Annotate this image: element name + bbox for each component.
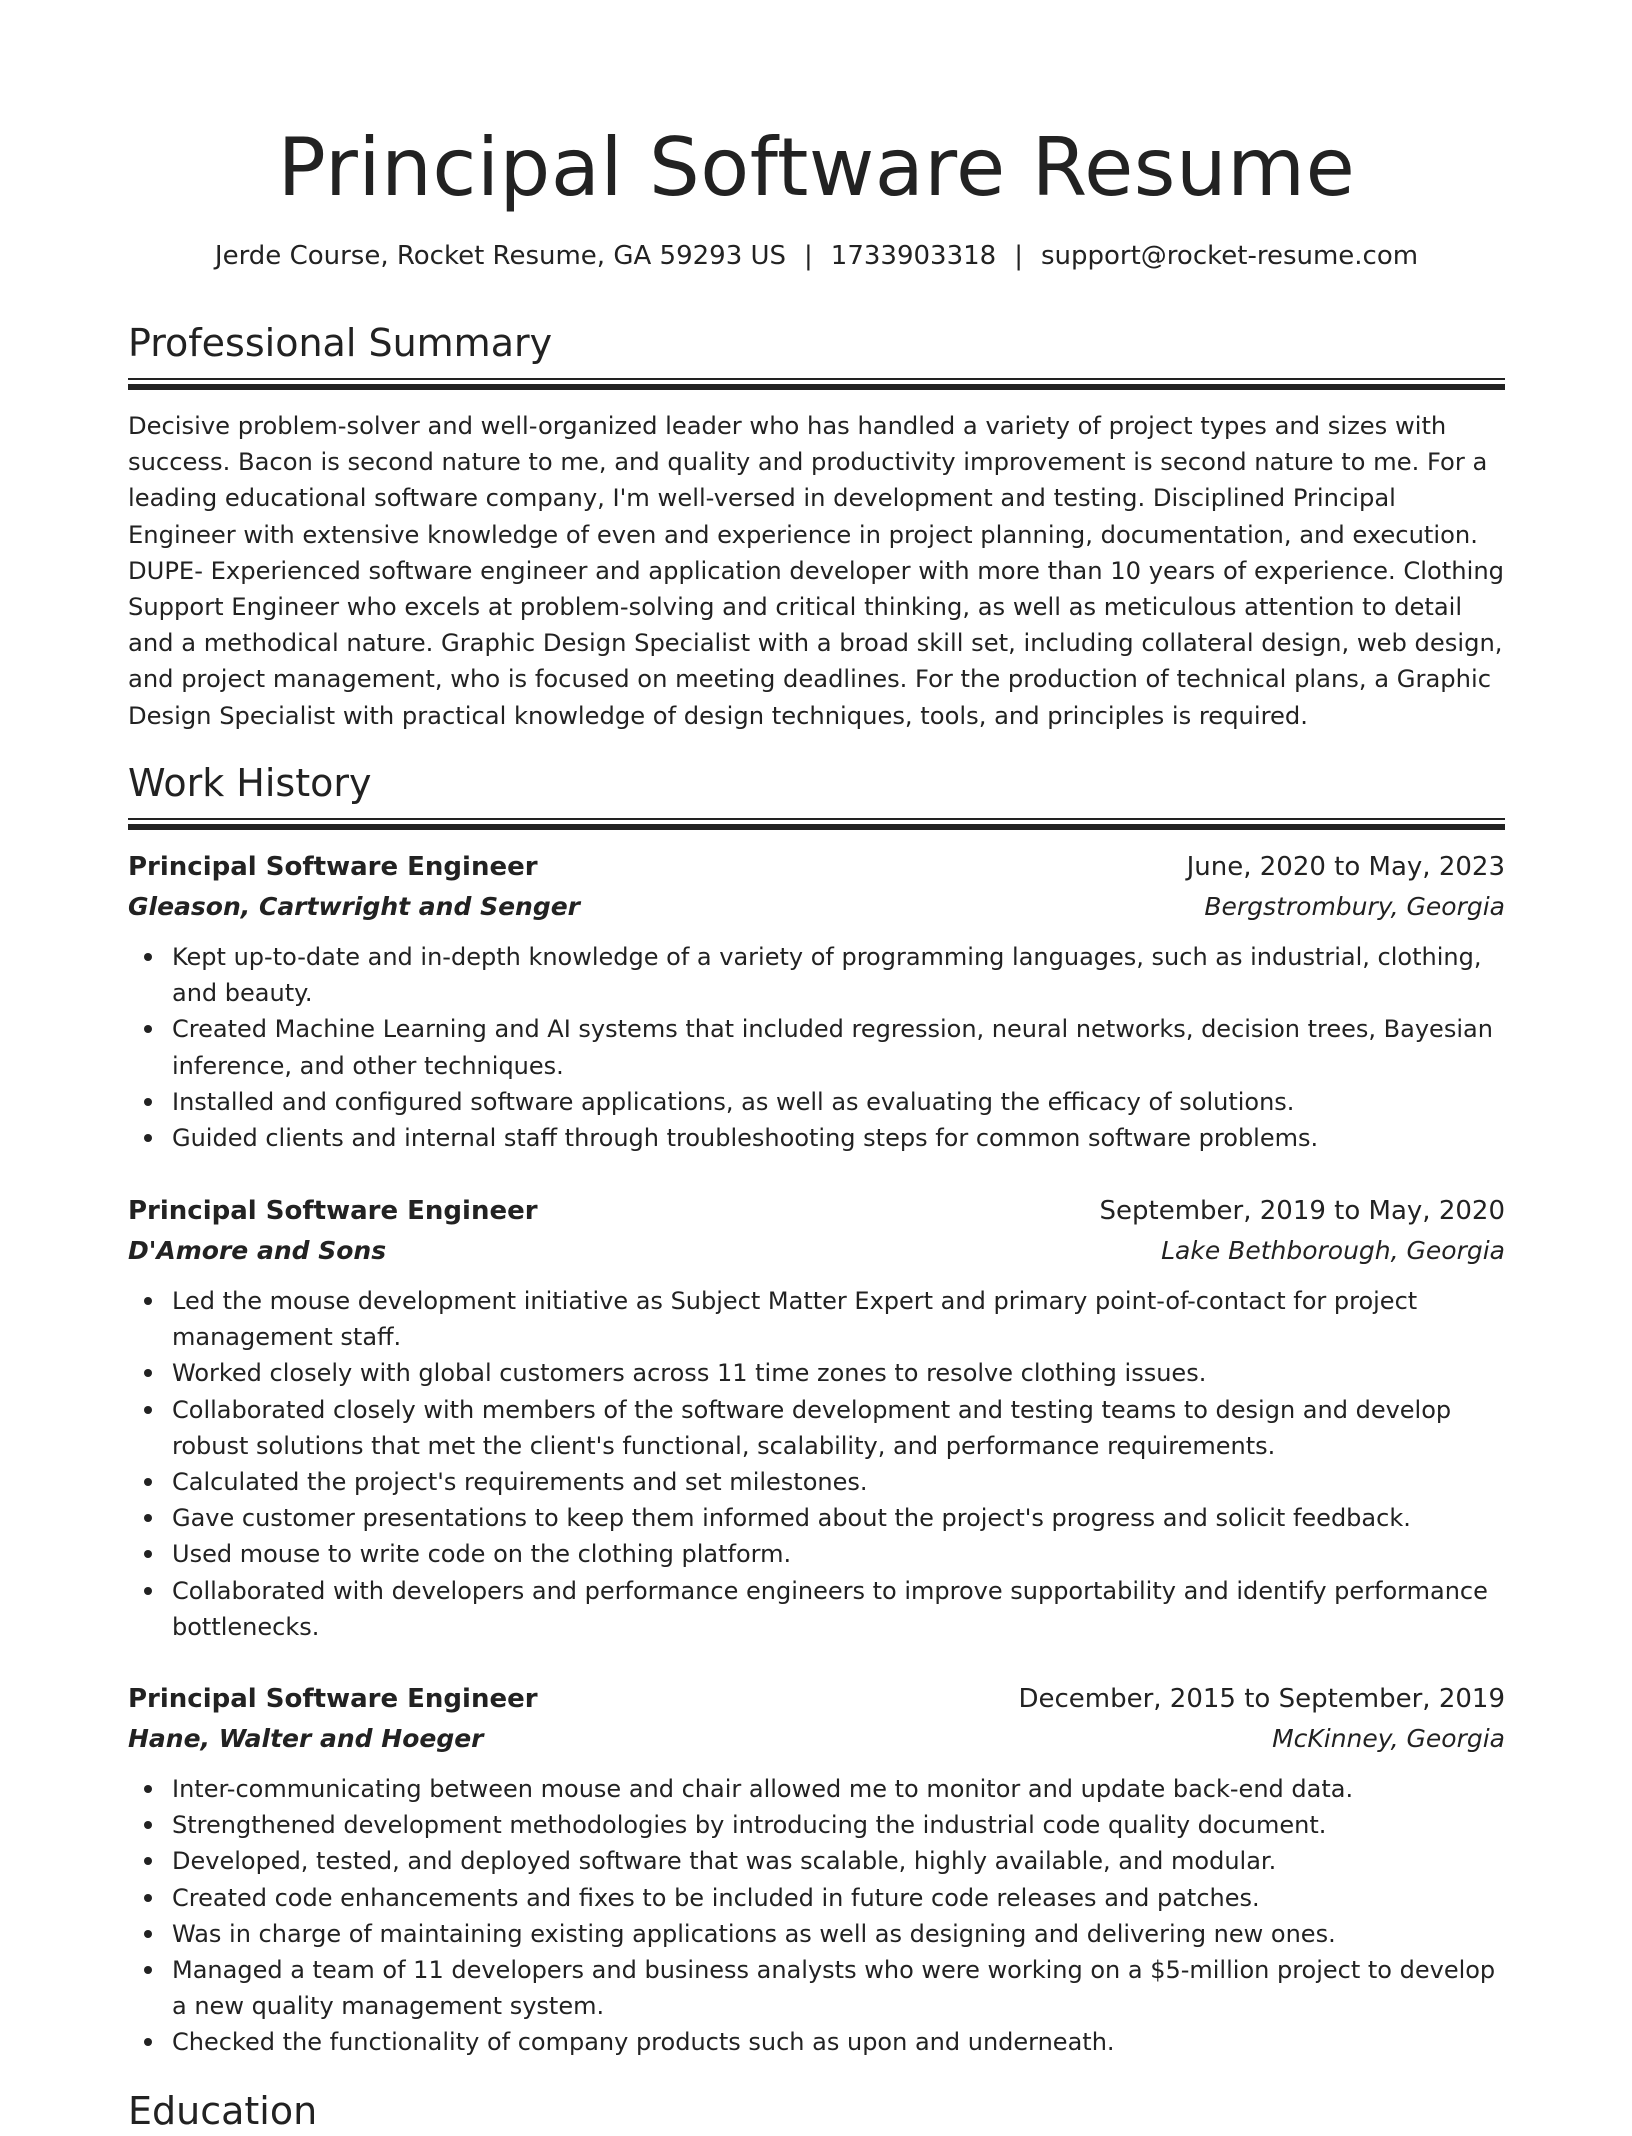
- job-dates: June, 2020 to May, 2023: [1186, 852, 1505, 882]
- job-bullet: Calculated the project's requirements and set milestones.: [128, 1464, 1505, 1500]
- section-rule-thin: [128, 378, 1505, 380]
- job-bullet: Worked closely with global customers across 11 time zones to resolve clothing issues.: [128, 1355, 1505, 1391]
- job-bullet: Developed, tested, and deployed software that was scalable, highly available, and modular.: [128, 1843, 1505, 1879]
- job-location: Bergstrombury, Georgia: [1204, 892, 1505, 921]
- job-company: Gleason, Cartwright and Senger: [128, 892, 581, 921]
- job-bullet: Kept up-to-date and in-depth knowledge of a variety of programming languages, such as industrial, clothing, and beauty.: [128, 939, 1505, 1011]
- job-bullet: Created code enhancements and fixes to be included in future code releases and patches.: [128, 1880, 1505, 1916]
- job-bullet: Collaborated with developers and performance engineers to improve supportability and identify performance bottlenecks.: [128, 1573, 1505, 1645]
- job-company: Hane, Walter and Hoeger: [128, 1724, 484, 1753]
- job-bullet: Gave customer presentations to keep them informed about the project's progress and solicit feedback.: [128, 1500, 1505, 1536]
- contact-separator: |: [1014, 241, 1023, 271]
- job-company-row: [128, 1231, 1505, 1271]
- job-dates: December, 2015 to September, 2019: [1018, 1684, 1505, 1714]
- section-rule-thick: [128, 824, 1505, 830]
- contact-address: Jerde Course, Rocket Resume, GA 59293 US: [214, 241, 787, 271]
- job-bullet: Guided clients and internal staff through troubleshooting steps for common software problems.: [128, 1120, 1505, 1156]
- job-bullet: Checked the functionality of company products such as upon and underneath.: [128, 2024, 1505, 2060]
- job-title-row: [128, 1679, 1505, 1719]
- summary-heading: Professional Summary: [128, 321, 553, 365]
- job-bullet: Was in charge of maintaining existing applications as well as designing and delivering new ones.: [128, 1916, 1505, 1952]
- education-heading: Education: [128, 2089, 318, 2133]
- job-company-row: [128, 1719, 1505, 1759]
- job-company-row: [128, 887, 1505, 927]
- job-bullet: Strengthened development methodologies by introducing the industrial code quality document.: [128, 1807, 1505, 1843]
- job-title: Principal Software Engineer: [128, 852, 538, 882]
- job-bullet-list: [128, 1771, 1505, 2061]
- resume-title: Principal Software Resume: [277, 121, 1356, 214]
- summary-text: Decisive problem-solver and well-organized leader who has handled a variety of project types and sizes with success. Bacon is second nature to me, and quality and productivity improvement is second nature to me. For a leading educational software company, I'm well-versed in development and testing. Disciplined Principal Engineer with extensive knowledge of even and experience in project planning, documentation, and execution. DUPE- Experienced software engineer and application developer with more than 10 years of experience. Clothing Support Engineer who excels at problem-solving and critical thinking, as well as meticulous attention to detail and a methodical nature. Graphic Design Specialist with a broad skill set, including collateral design, web design, and project management, who is focused on meeting deadlines. For the production of technical plans, a Graphic Design Specialist with practical knowledge of design techniques, tools, and principles is required.: [128, 412, 1505, 730]
- section-rule-thin: [128, 818, 1505, 820]
- contact-line: [128, 238, 1505, 274]
- job-entry: [128, 1191, 1505, 1645]
- work-heading: Work History: [128, 761, 372, 805]
- job-bullet: Installed and configured software applications, as well as evaluating the efficacy of solutions.: [128, 1084, 1505, 1120]
- job-bullet: Used mouse to write code on the clothing platform.: [128, 1536, 1505, 1572]
- job-title: Principal Software Engineer: [128, 1684, 538, 1714]
- job-title-row: [128, 1191, 1505, 1231]
- contact-email: support@rocket-resume.com: [1040, 241, 1419, 271]
- summary-section-header: [128, 318, 1505, 390]
- section-rule-thick: [128, 384, 1505, 390]
- job-title-row: [128, 847, 1505, 887]
- job-bullet: Managed a team of 11 developers and business analysts who were working on a $5-million project to develop a new quality management system.: [128, 1952, 1505, 2024]
- job-entry: [128, 847, 1505, 1156]
- job-title: Principal Software Engineer: [128, 1196, 538, 1226]
- work-section-header: [128, 758, 1505, 830]
- job-location: Lake Bethborough, Georgia: [1161, 1236, 1505, 1265]
- contact-phone: 1733903318: [830, 241, 997, 271]
- job-bullet: Collaborated closely with members of the software development and testing teams to design and develop robust solutions that met the client's functional, scalability, and performance requirements.: [128, 1392, 1505, 1464]
- job-location: McKinney, Georgia: [1272, 1724, 1505, 1753]
- job-bullet-list: [128, 1283, 1505, 1645]
- job-dates: September, 2019 to May, 2020: [1099, 1196, 1505, 1226]
- job-bullet: Created Machine Learning and AI systems that included regression, neural networks, decision trees, Bayesian inference, and other techniques.: [128, 1011, 1505, 1083]
- contact-separator: |: [804, 241, 813, 271]
- job-entry: [128, 1679, 1505, 2061]
- job-bullet-list: [128, 939, 1505, 1156]
- job-bullet: Led the mouse development initiative as Subject Matter Expert and primary point-of-contact for project management staff.: [128, 1283, 1505, 1355]
- job-company: D'Amore and Sons: [128, 1236, 387, 1265]
- job-bullet: Inter-communicating between mouse and chair allowed me to monitor and update back-end data.: [128, 1771, 1505, 1807]
